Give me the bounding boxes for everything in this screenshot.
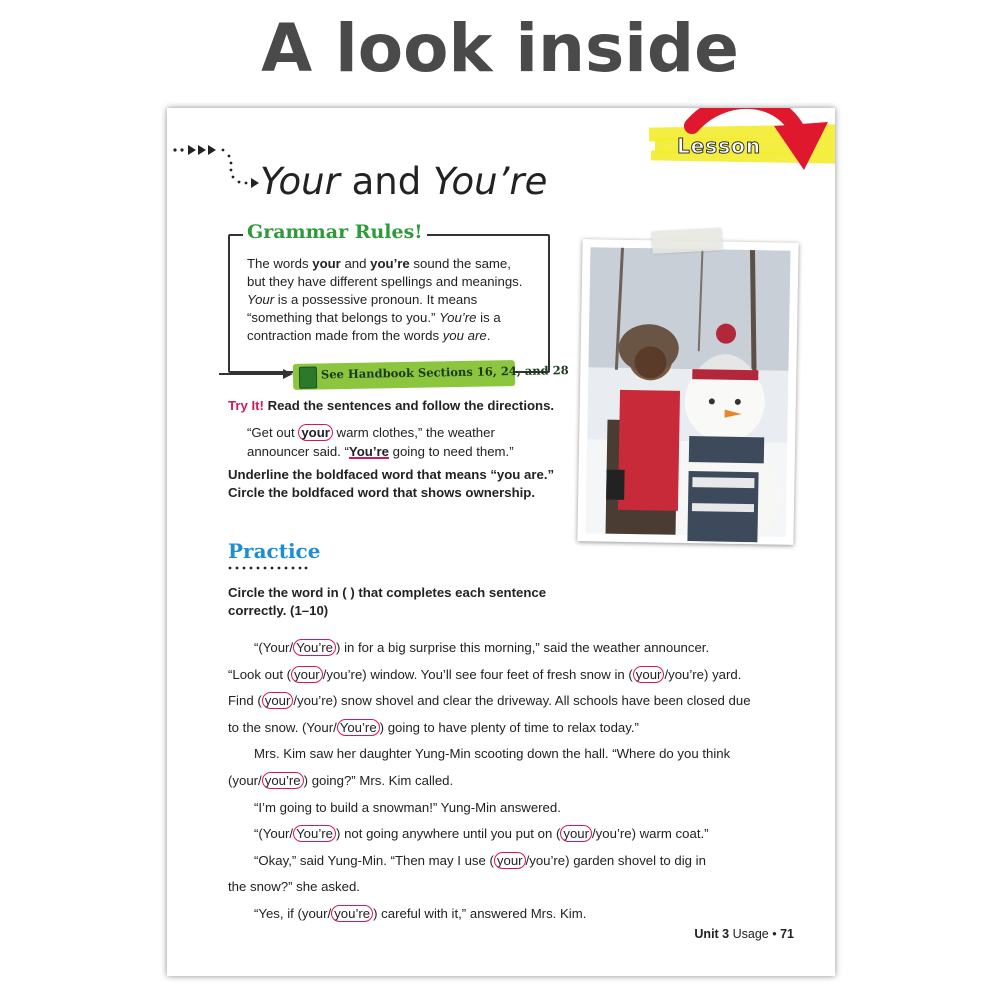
- circled-answer: your: [494, 852, 526, 869]
- circled-answer: you’re: [262, 772, 304, 789]
- practice-instructions: Circle the word in ( ) that completes each sentence correctly. (1–10): [228, 585, 547, 618]
- page-footer: [694, 927, 794, 941]
- dotted-divider: [228, 566, 308, 570]
- story-line: “Yes, if (your/ you’re ) careful with it,” answered Mrs. Kim.: [254, 905, 587, 921]
- title-youre: You’re: [432, 160, 548, 203]
- circled-answer: You’re: [293, 825, 336, 842]
- banner-heading: A look inside: [261, 10, 739, 87]
- circled-answer: You’re: [293, 639, 336, 656]
- grammar-rules-heading: Grammar Rules!: [243, 221, 427, 243]
- red-arrow-icon: [682, 108, 835, 176]
- underlined-answer: You’re: [348, 444, 389, 459]
- practice-story: [228, 635, 788, 928]
- page-number: 71: [780, 927, 794, 941]
- footer-sep: •: [768, 927, 781, 941]
- book-icon: [299, 367, 317, 389]
- circled-answer: your: [560, 825, 592, 842]
- story-line: Mrs. Kim saw her daughter Yung-Min scooting down the hall. “Where do you think: [254, 746, 731, 762]
- workbook-page: [167, 108, 835, 976]
- story-line: “(Your/ You’re ) not going anywhere until you put on ( your /you’re) warm coat.”: [254, 826, 709, 842]
- story-line: the snow?” she asked.: [228, 879, 360, 895]
- handbook-reference[interactable]: [293, 360, 569, 390]
- footer-section: Usage: [732, 927, 769, 941]
- circled-answer: your: [298, 424, 333, 441]
- circled-answer: your: [262, 692, 294, 709]
- dotted-arrow-icon: [171, 140, 261, 195]
- circled-answer: your: [291, 666, 323, 683]
- story-line: to the snow. (Your/ You’re ) going to have plenty of time to relax today.”: [228, 719, 639, 735]
- story-line: “Okay,” said Yung-Min. “Then may I use ( your /you’re) garden shovel to dig in: [254, 852, 706, 868]
- try-it-example: “Get out your warm clothes,” the weather announcer said. “You’re going to need them.”: [247, 425, 514, 459]
- story-line: “I’m going to build a snowman!” Yung-Min answered.: [254, 799, 561, 815]
- circled-answer: you’re: [331, 905, 373, 922]
- try-it-instructions: Underline the boldfaced word that means “you are.” Circle the boldfaced word that shows ownership.: [228, 467, 555, 500]
- snowman-photo-image: [577, 239, 798, 545]
- story-line: “Look out ( your /you’re) window. You’ll see four feet of fresh snow in ( your /you’re) yard.: [228, 666, 742, 682]
- story-line: (your/ you’re ) going?” Mrs. Kim called.: [228, 772, 454, 788]
- box-arrow-icon: [217, 366, 297, 382]
- grammar-rules-text: The words your and you’re sound the same, but they have different spellings and meanings. Your is a possessive pronoun. It means “something that belongs to you.” You’re is a contraction made from the words you are.: [247, 256, 523, 343]
- lesson-label: Lesson: [677, 134, 762, 158]
- try-it-tag: Try It!: [228, 398, 264, 413]
- title-and: and: [339, 160, 433, 203]
- practice-heading: Practice: [228, 539, 321, 563]
- story-line: Find ( your /you’re) snow shovel and clear the driveway. All schools have been closed due: [228, 693, 751, 709]
- handbook-text: See Handbook Sections 16, 24, and 28: [320, 363, 569, 382]
- title-your: Your: [260, 160, 340, 203]
- snowman-photo: [577, 239, 798, 545]
- try-it-directions: Try It! Read the sentences and follow the directions.: [228, 398, 555, 413]
- circled-answer: your: [633, 666, 665, 683]
- story-line: “(Your/ You’re ) in for a big surprise this morning,” said the weather announcer.: [254, 640, 710, 655]
- footer-unit: Unit 3: [694, 927, 730, 941]
- page-title: [260, 160, 547, 203]
- circled-answer: You’re: [337, 719, 380, 736]
- photo-tape: [651, 228, 722, 254]
